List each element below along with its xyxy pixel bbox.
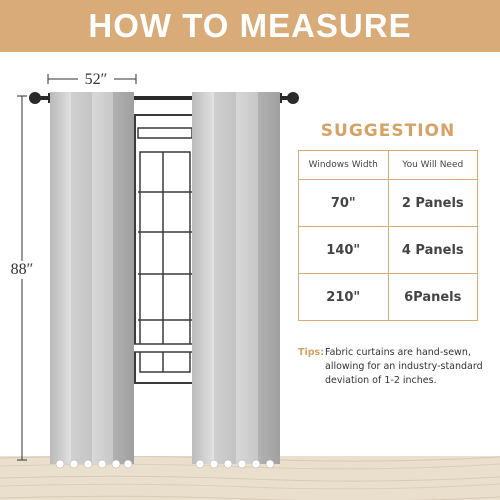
suggestion-table — [298, 150, 478, 321]
suggestion-title: SUGGESTION — [320, 121, 456, 141]
tips-text: Fabric curtains are hand-sewn, allowing for an industry-standard deviation of 1-2 inches. — [325, 347, 483, 386]
tips-note — [298, 346, 494, 388]
width-cell: 70" — [299, 180, 389, 227]
tips-label: Tips: — [298, 347, 324, 358]
panels-cell: 4 Panels — [388, 227, 478, 274]
width-measurement: 52″ — [78, 71, 114, 89]
height-measurement: 88″ — [4, 261, 40, 279]
table-row — [299, 274, 478, 321]
width-cell: 210" — [299, 274, 389, 321]
page-title: HOW TO MEASURE — [88, 7, 412, 44]
column-header-need: You Will Need — [388, 151, 478, 180]
window — [130, 115, 200, 383]
table-header-row — [299, 151, 478, 180]
table-row — [299, 227, 478, 274]
table-row — [299, 180, 478, 227]
panels-cell: 2 Panels — [388, 180, 478, 227]
panels-cell: 6Panels — [388, 274, 478, 321]
right-curtain-panel — [192, 92, 280, 468]
width-cell: 140" — [299, 227, 389, 274]
column-header-width: Windows Width — [299, 151, 389, 180]
left-curtain-panel — [50, 92, 134, 468]
